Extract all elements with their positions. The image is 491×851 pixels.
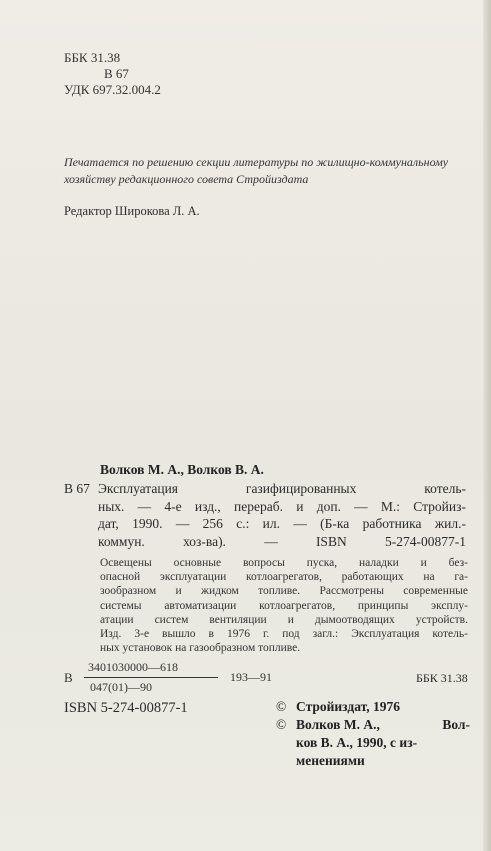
word: (Б-ка (320, 516, 350, 531)
word: жидком (201, 585, 239, 598)
word: 4-е (164, 498, 182, 514)
word: устройств. (415, 613, 468, 626)
word: пуска, (306, 557, 338, 569)
word: 256 (202, 516, 223, 531)
word: г. (262, 628, 270, 641)
word: основные (173, 557, 222, 569)
page-edge (483, 0, 491, 851)
word: М.: (380, 498, 401, 514)
word: без- (448, 557, 468, 569)
index-numerator: 3401030000—618 (88, 660, 178, 674)
copyright-symbol: © (276, 717, 287, 732)
udk-code: УДК 697.32.004.2 (64, 82, 161, 97)
word: на (423, 571, 435, 584)
catalog-entry-line (64, 498, 466, 516)
bbk-code: ББК 31.38 (64, 50, 121, 65)
bbk-code-bottom: ББК 31.38 (416, 671, 468, 685)
catalog-entry-line (64, 533, 466, 551)
word: и (175, 585, 182, 598)
word: котлоагрегатов, (259, 599, 336, 612)
word: дымоотводящих (314, 613, 395, 626)
catalog-cutter: В 67 (64, 481, 90, 496)
abstract-line: ных установок на газообразном топливе. (100, 642, 301, 655)
abstract-line (100, 556, 468, 570)
word: хоз-ва). (183, 533, 226, 549)
word: атации (100, 613, 134, 626)
word: котель- (424, 481, 466, 496)
word: ил. (262, 516, 281, 531)
abstract-line (100, 599, 468, 613)
word: и (296, 498, 304, 514)
classification-codes (64, 50, 161, 98)
word: га- (454, 571, 468, 584)
word: доп. (316, 498, 341, 514)
abstract (100, 556, 468, 655)
word: газифицированных (245, 481, 357, 496)
catalog-entry-line (64, 515, 466, 533)
copyright-line: ков В. А., 1990, с из- (296, 735, 418, 750)
abstract-line (100, 613, 468, 627)
word: — (293, 516, 307, 531)
word: — (175, 516, 190, 531)
abstract-line (100, 584, 468, 598)
word: работника (362, 516, 422, 531)
word: эксплу- (431, 599, 468, 612)
word: — (137, 498, 152, 514)
approval-note: Печатается по решению секции литературы по жилищно-коммунальному хозяйству редакционного совета Стройиздата (64, 155, 449, 186)
word: принципы (357, 599, 409, 612)
word: и (287, 613, 294, 626)
word: коммун. (98, 533, 145, 549)
word: — (264, 533, 278, 549)
word: под (282, 628, 300, 641)
word: ных. (98, 498, 125, 514)
index-denominator: 047(01)—90 (90, 680, 152, 694)
word: современные (403, 585, 468, 598)
catalog-entry (64, 480, 466, 550)
word: загл.: (312, 628, 339, 641)
catalog-authors: Волков М. А., Волков В. А. (100, 462, 264, 477)
word: топливе. (258, 585, 301, 598)
word: вентиляции (209, 613, 267, 626)
word: дат, (98, 516, 119, 531)
word: 3-е (134, 628, 150, 641)
word: автоматизации (164, 599, 237, 612)
editor-line: Редактор Широкова Л. А. (64, 204, 200, 218)
word: вышло (162, 628, 196, 641)
copyright-author-a: Волков М. А., (296, 717, 380, 732)
copyright-symbol: © (276, 699, 287, 714)
word: перераб. (234, 498, 283, 514)
word: в (208, 628, 214, 641)
word: котлоагрегатов, (245, 571, 322, 584)
copyright-authors-line (296, 716, 470, 734)
word: — (354, 498, 368, 514)
word: жил.- (434, 516, 466, 531)
word: эксплуатации (159, 571, 227, 584)
word: Освещены (100, 557, 152, 569)
word: системы (100, 599, 142, 612)
word: 1976 (226, 628, 250, 641)
word: Стройиз- (413, 498, 466, 514)
word: изд., (194, 498, 221, 514)
word: наладки (358, 557, 399, 569)
word: Эксплуатация (98, 481, 179, 496)
word: зообразном (100, 585, 157, 598)
word: опасной (100, 571, 141, 584)
copyright-author-b: Вол- (442, 717, 470, 732)
fraction-bar (84, 677, 218, 678)
abstract-line (100, 570, 468, 584)
word: и (420, 557, 427, 569)
cutter-code: В 67 (104, 66, 129, 81)
word: работающих (341, 571, 404, 584)
word: ISBN (315, 533, 347, 549)
word: систем (154, 613, 189, 626)
index-letter: В (64, 670, 73, 685)
catalog-entry-line (64, 480, 466, 498)
word: 1990. (132, 516, 163, 531)
abstract-line (100, 627, 468, 641)
catalog-line-text (98, 480, 466, 498)
index-extra: 193—91 (230, 670, 272, 684)
word: с.: (236, 516, 250, 531)
copyright-line (276, 716, 470, 734)
word: Изд. (100, 628, 122, 641)
copyright-block (276, 698, 470, 770)
word: вопросы (242, 557, 285, 569)
word: Рассмотрены (319, 585, 384, 598)
copyright-publisher: Стройиздат, 1976 (296, 699, 400, 714)
word: 5-274-00877-1 (384, 533, 466, 549)
copyright-line: менениями (296, 753, 365, 768)
isbn: ISBN 5-274-00877-1 (64, 700, 188, 716)
copyright-line (276, 698, 470, 716)
word: Эксплуатация (351, 628, 420, 641)
word: котель- (432, 628, 468, 641)
